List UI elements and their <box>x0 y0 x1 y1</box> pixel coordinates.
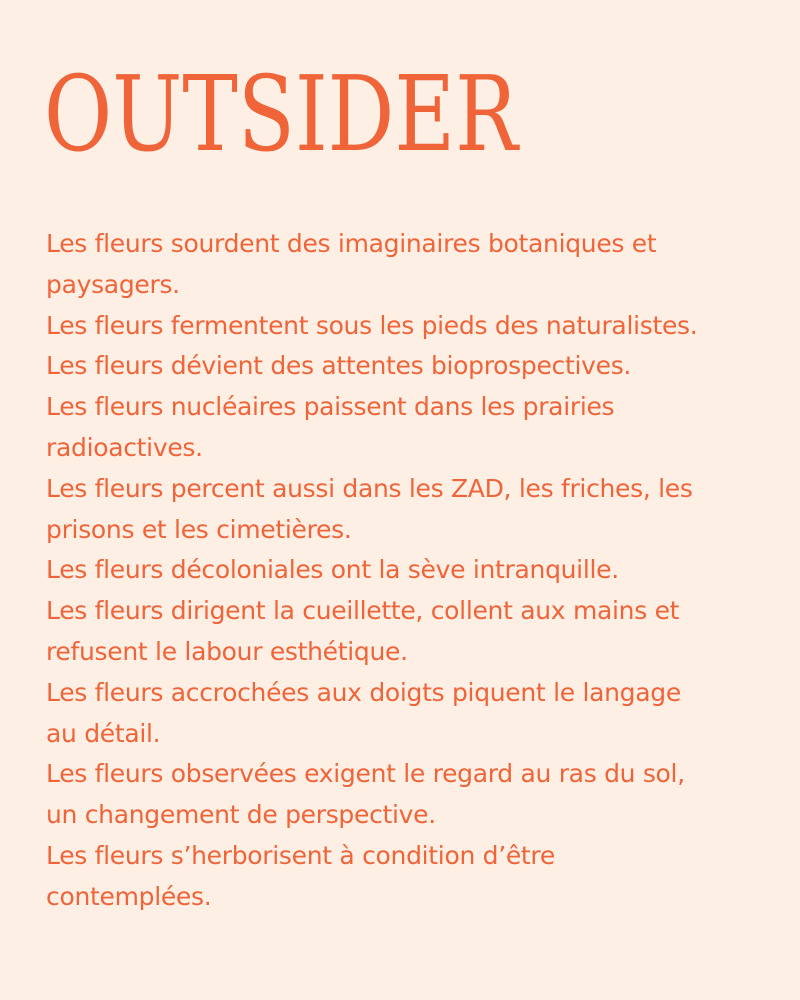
text-line: un changement de perspective. <box>46 800 436 830</box>
text-line: Les fleurs percent aussi dans les ZAD, les friches, les <box>46 473 693 503</box>
text-line: contemplées. <box>46 881 212 911</box>
text-line: prisons et les cimetières. <box>46 514 352 544</box>
text-line: radioactives. <box>46 432 203 462</box>
text-line: Les fleurs accrochées aux doigts piquent le langage <box>46 677 681 707</box>
page-title: OUTSIDER <box>44 53 518 175</box>
text-line: Les fleurs décoloniales ont la sève intranquille. <box>46 555 619 585</box>
poem-body <box>46 224 776 918</box>
text-line: paysagers. <box>46 269 180 299</box>
text-line: Les fleurs fermentent sous les pieds des naturalistes. <box>46 310 698 340</box>
text-line: Les fleurs sourdent des imaginaires botaniques et <box>46 229 657 258</box>
text-line: Les fleurs observées exigent le regard au ras du sol, <box>46 759 685 789</box>
text-line: refusent le labour esthétique. <box>46 636 408 666</box>
text-line: Les fleurs nucléaires paissent dans les prairies <box>46 392 615 422</box>
text-line: Les fleurs s’herborisent à condition d’être <box>46 840 555 870</box>
text-line: au détail. <box>46 718 161 748</box>
text-line: Les fleurs dévient des attentes bioprospectives. <box>46 351 632 381</box>
text-line: Les fleurs dirigent la cueillette, collent aux mains et <box>46 596 680 626</box>
